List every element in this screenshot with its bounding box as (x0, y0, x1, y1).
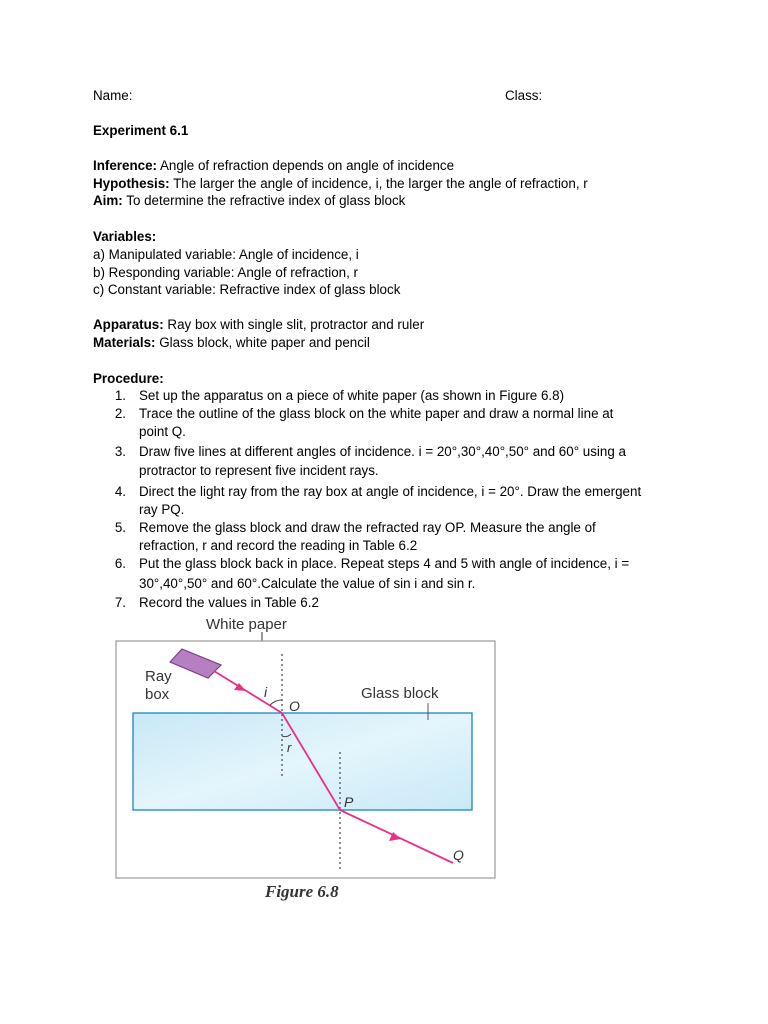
glass-block-label: Glass block (361, 685, 439, 702)
ray-label: Ray (145, 668, 172, 685)
apparatus-label: Apparatus: (93, 317, 164, 332)
step-text: Record the values in Table 6.2 (139, 595, 319, 610)
white-paper-label: White paper (206, 616, 287, 633)
step-text: Set up the apparatus on a piece of white paper (as shown in Figure 6.8) (139, 388, 565, 403)
angle-i-label: i (264, 684, 268, 700)
variable-item: c) Constant variable: Refractive index of glass block (93, 282, 401, 297)
name-label: Name: (93, 88, 133, 103)
procedure-heading: Procedure: (93, 371, 164, 386)
variables-heading: Variables: (93, 229, 157, 244)
step-text-continued: refraction, r and record the reading in Table 6.2 (139, 538, 418, 553)
aim-label: Aim: (93, 193, 123, 208)
point-q-label: Q (453, 847, 464, 863)
step-text-continued: 30°,40°,50° and 60°.Calculate the value of sin i and sin r. (139, 576, 476, 591)
step-text-continued: ray PQ. (139, 502, 185, 517)
point-o-label: O (289, 698, 300, 714)
aim-text: To determine the refractive index of glass block (122, 193, 406, 208)
experiment-title: Experiment 6.1 (93, 123, 189, 138)
hypothesis-label: Hypothesis: (93, 176, 170, 191)
step-number: 4. (114, 484, 126, 499)
step-number: 5. (114, 520, 126, 535)
step-number: 6. (114, 556, 126, 571)
variable-item: a) Manipulated variable: Angle of incidence, i (93, 247, 359, 262)
step-number: 3. (114, 444, 126, 459)
step-text: Direct the light ray from the ray box at angle of incidence, i = 20°. Draw the emergent (139, 484, 642, 499)
angle-r-label: r (287, 740, 292, 755)
materials-label: Materials: (93, 335, 156, 350)
apparatus-text: Ray box with single slit, protractor and ruler (163, 317, 425, 332)
step-number: 1. (114, 388, 126, 403)
step-text-continued: protractor to represent five incident rays. (139, 463, 379, 478)
inference-text: Angle of refraction depends on angle of incidence (157, 158, 455, 173)
step-number: 7. (114, 595, 126, 610)
class-label: Class: (505, 88, 543, 103)
box-label: box (145, 686, 170, 703)
step-number: 2. (114, 406, 126, 421)
step-text: Trace the outline of the glass block on the white paper and draw a normal line at (139, 406, 614, 421)
figure-caption: Figure 6.8 (265, 882, 339, 901)
materials-text: Glass block, white paper and pencil (155, 335, 370, 350)
inference-label: Inference: (93, 158, 157, 173)
point-p-label: P (344, 794, 354, 810)
step-text: Remove the glass block and draw the refracted ray OP. Measure the angle of (139, 520, 596, 535)
step-text: Draw five lines at different angles of incidence. i = 20°,30°,40°,50° and 60° using a (139, 444, 626, 459)
step-text-continued: point Q. (139, 424, 186, 439)
hypothesis-text: The larger the angle of incidence, i, the larger the angle of refraction, r (169, 176, 588, 191)
glass-block (133, 713, 472, 810)
step-text: Put the glass block back in place. Repeat steps 4 and 5 with angle of incidence, i = (139, 556, 630, 571)
variable-item: b) Responding variable: Angle of refraction, r (93, 265, 358, 280)
